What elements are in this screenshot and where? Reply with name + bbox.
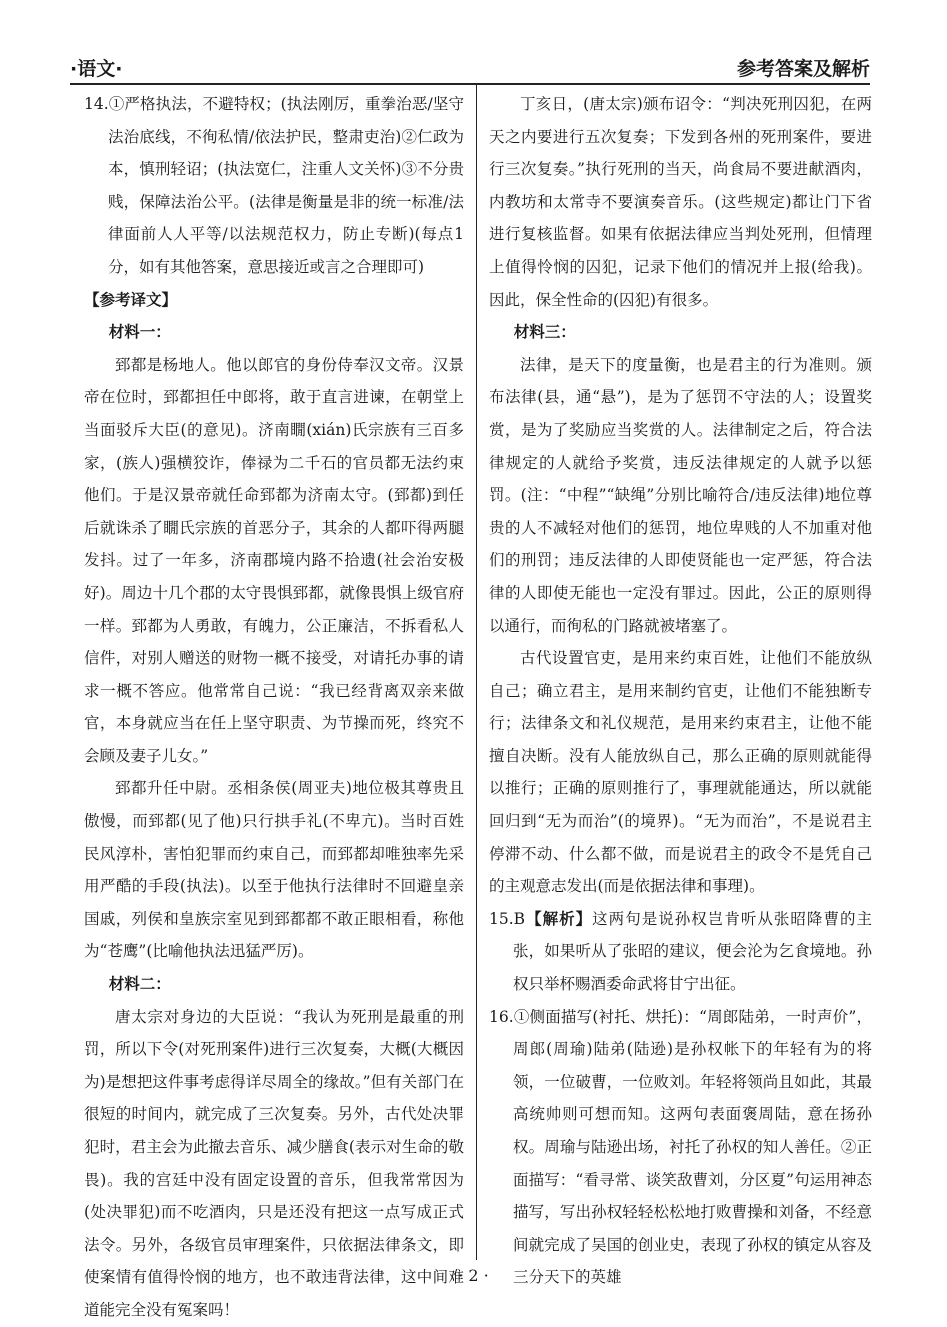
material-2-paragraph-2: 丁亥日，(唐太宗)颁布诏令：“判决死刑囚犯，在两天之内要进行五次复奏；下发到各州的死刑案件，要进行三次复奏。”执行死刑的当天，尚食局不要进献酒肉，内教坊和太常寺不要演奏音乐。(这些规定)都让门下省进行复核监督。如果有依据法律应当判处死刑，但情理上值得怜悯的囚犯，记录下他们的情况并上报(给我)。因此，保全性命的(囚犯)有很多。: [489, 95, 872, 309]
material-1-paragraph-2: 郅都升任中尉。丞相条侯(周亚夫)地位极其尊贵且傲慢，而郅都(见了他)只行拱手礼(不卑亢)。当时百姓民风淳朴，害怕犯罪而约束自己，而郅都却唯独率先采用严酷的手段(执法)。以至于他执行法律时不回避皇亲国戚，列侯和皇族宗室见到郅都都不敢正眼相看，称他为“苍鹰”(比喻他执法迅猛严厉)。: [84, 779, 464, 961]
analysis-label: 【解析】: [525, 909, 593, 928]
material-2-heading: 材料二：: [108, 975, 171, 994]
material-1-heading: 材料一：: [108, 323, 171, 342]
subject-label: ·语文·: [70, 58, 123, 80]
page-number: · 2 ·: [458, 1266, 489, 1285]
translation-heading: 【参考译文】: [84, 290, 178, 309]
right-column: [489, 88, 872, 1294]
answer-14: 14.①严格执法，不避特权；(执法刚厉，重拳治恶/坚守法治底线，不徇私情/依法护民，整肃吏治)②仁政为本，慎刑轻诏；(执法宽仁，注重人文关怀)③不分贵贱，保障法治公平。(法律是衡量是非的统一标准/法律面前人人平等/以法规范权力，防止专断)(每点1分，如有其他答案，意思接近或言之合理即可): [84, 95, 464, 276]
answer-16: 16.①侧面描写(衬托、烘托)：“周郎陆弟，一时声价”，周郎(周瑜)陆弟(陆逊)是孙权帐下的年轻有为的将领，一位破曹，一位败刘。年轻将领尚且如此，其最高统帅则可想而知。这两句表面褒周陆，意在扬孙权。周瑜与陆逊出场，衬托了孙权的知人善任。②正面描写：“看寻常、谈笑敌曹刘，分区夏”句运用神态描写，写出孙权轻轻松松地打败曹操和刘备，不经意间就完成了吴国的创业史，表现了孙权的镇定从容及三分天下的英雄: [489, 1007, 872, 1287]
material-3-paragraph-2: 古代设置官吏，是用来约束百姓，让他们不能放纵自己；确立君主，是用来制约官吏，让他们不能独断专行；法律条文和礼仪规范，是用来约束君主，让他不能擅自决断。没有人能放纵自己，那么正确的原则就能得以推行；正确的原则推行了，事理就能通达，所以就能回归到“无为而治”(的境界)。“无为而治”，不是说君主停滞不动、什么都不做，而是说君主的政令不是凭自己的主观意志发出(而是依据法律和事理)。: [489, 649, 872, 896]
material-1-paragraph-1: 郅都是杨地人。他以郎官的身份侍奉汉文帝。汉景帝在位时，郅都担任中郎将，敢于直言进谏，在朝堂上当面驳斥大臣(的意见)。济南瞯(xián)氏宗族有三百多家，(族人)强横狡诈，俸禄为二千石的官员都无法约束他们。于是汉景帝就任命郅都为济南太守。(郅都)到任后就诛杀了瞯氏宗族的首恶分子，其余的人都吓得两腿发抖。过了一年多，济南郡境内路不拾遗(社会治安极好)。周边十几个郡的太守畏惧郅都，就像畏惧上级官府一样。郅都为人勇敢，有魄力，公正廉洁，不拆看私人信件，对别人赠送的财物一概不接受，对请托办事的请求一概不答应。他常常自己说：“我已经背离双亲来做官，本身就应当在任上坚守职责、为节操而死，终究不会顾及妻子儿女。”: [84, 355, 464, 765]
material-2-paragraph-1: 唐太宗对身边的大臣说：“我认为死刑是最重的刑罚，所以下令(对死刑案件)进行三次复奏，大概(大概因为)是想把这件事考虑得详尽周全的缘故。”但有关部门在很短的时间内，就完成了三次复奏。另外，古代处决罪犯时，君主会为此撤去音乐、减少膳食(表示对生命的敬畏)。我的宫廷中没有固定设置的音乐，但我常常因为(处决罪犯)而不吃酒肉，只是还没有把这一点写成正式法令。另外，各级官员审理案件，只依据法律条文，即使案情有值得怜悯的地方，也不敢违背法律，这中间难道能完全没有冤案吗！: [84, 1007, 464, 1319]
column-divider: [476, 85, 477, 1260]
header-rule: [70, 83, 870, 85]
material-3-heading: 材料三：: [513, 323, 576, 342]
answer-15-number: 15.B: [489, 909, 526, 928]
section-title: 参考答案及解析: [736, 58, 870, 80]
page-header: [70, 52, 870, 82]
material-3-paragraph-1: 法律，是天下的度量衡，也是君主的行为准则。颁布法律(县，通“悬”)，是为了惩罚不守法的人；设置奖赏，是为了奖励应当奖赏的人。法律制定之后，符合法律规定的人就给予奖赏，违反法律规定的人就予以惩罚。(注：“中程”“缺绳”分别比喻符合/违反法律)地位尊贵的人不减轻对他们的惩罚，地位卑贱的人不加重对他们的刑罚；违反法律的人即使贤能也一定严惩，符合法律的人即使无能也一定没有罪过。因此，公正的原则得以通行，而徇私的门路就被堵塞了。: [489, 355, 872, 635]
left-column: [84, 88, 464, 1327]
answer-15-text: 这两句是说孙权岂肯听从张昭降曹的主张，如果听从了张昭的建议，便会沦为乞食境地。孙权只举杯赐酒委命武将甘宁出征。: [513, 909, 872, 994]
answer-15: [489, 903, 872, 1001]
